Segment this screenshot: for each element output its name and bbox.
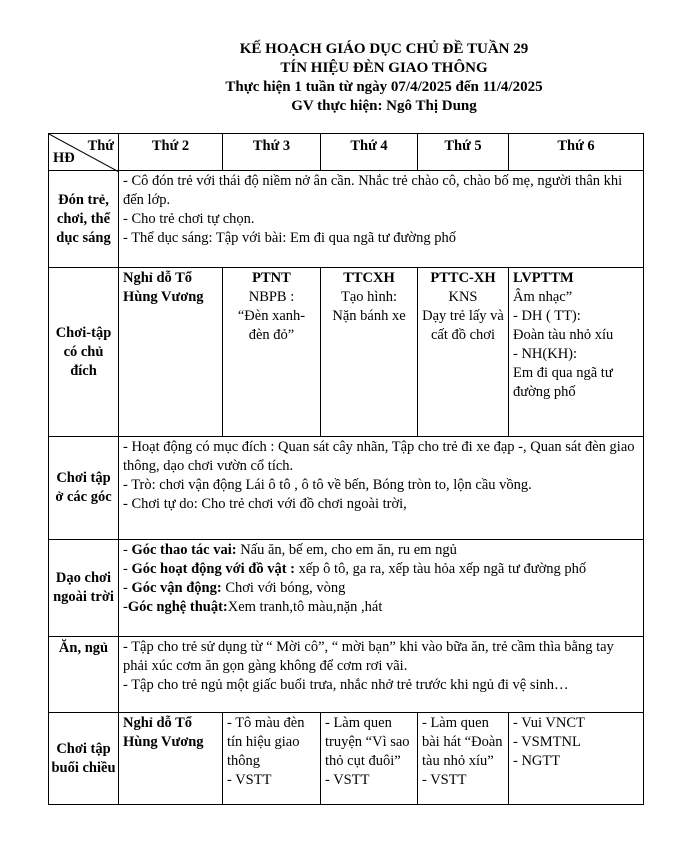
cell-line: Tạo hình: (341, 289, 397, 305)
dao-choi-content (119, 540, 644, 637)
table-header-row (49, 134, 644, 171)
corner-activity-label: HĐ (53, 150, 75, 166)
cell-tue (223, 268, 321, 437)
cell-line: NBPB : (248, 289, 295, 305)
corner-key: Góc nghệ thuật: (127, 599, 228, 615)
plan-title: KẾ HOẠCH GIÁO DỤC CHỦ ĐỀ TUẦN 29 (239, 41, 529, 57)
plan-period: Thực hiện 1 tuần từ ngày 07/4/2025 đến 11/4/2025 (225, 79, 543, 95)
cell-line: “Đèn xanh- đèn đỏ” (237, 308, 306, 343)
document-header (0, 40, 688, 116)
corner-day-label: Thứ (87, 138, 114, 154)
an-ngu-content (119, 637, 644, 713)
plan-teacher: GV thực hiện: Ngô Thị Dung (291, 98, 477, 114)
cell-title: TTCXH (343, 270, 395, 286)
plan-subtitle: TÍN HIỆU ĐÈN GIAO THÔNG (280, 60, 488, 76)
cell-line: - NGTT (513, 753, 561, 769)
cell-line: - NH(KH): (513, 346, 578, 362)
corner-key: Góc vận động: (131, 580, 222, 596)
day-header-fri: Thứ 6 (509, 134, 644, 171)
table-row (49, 540, 644, 637)
content-line: - Trò: chơi vận động Lái ô tô , ô tô về bến, Bóng tròn to, lộn cầu vồng. (123, 477, 532, 493)
corner-text: Nấu ăn, bế em, cho em ăn, ru em ngủ (236, 542, 457, 558)
cell-line: Đoàn tàu nhỏ xíu (513, 327, 614, 343)
cell-line: - VSTT (227, 772, 272, 788)
cell-title: Nghỉ dỗ Tổ Hùng Vương (123, 715, 204, 750)
cell-wed (321, 268, 418, 437)
cell-mon (119, 713, 223, 805)
day-header-thu: Thứ 5 (418, 134, 509, 171)
row-label-an-ngu: Ăn, ngủ (49, 637, 119, 713)
cell-line: Dạy trẻ lấy và cất đồ chơi (422, 308, 504, 343)
weekly-plan-table (48, 133, 644, 805)
corner-key: Góc hoạt động với đồ vật : (131, 561, 295, 577)
row-label-dao-choi: Dạo chơi ngoài trời (49, 540, 119, 637)
cell-line: Âm nhạc” (513, 289, 573, 305)
corner-text: Chơi với bóng, vòng (221, 580, 346, 596)
cell-thu (418, 713, 509, 805)
table-row (49, 637, 644, 713)
cell-line: Nặn bánh xe (332, 308, 406, 324)
corner-key: Góc thao tác vai: (131, 542, 237, 558)
cell-line: - Làm quen truyện “Vì sao thỏ cụt đuôi” (325, 715, 410, 769)
table-row (49, 437, 644, 540)
cell-title: LVPTTM (513, 270, 574, 286)
corner-cell (49, 134, 119, 171)
cell-line: - Tô màu đèn tín hiệu giao thông (227, 715, 305, 769)
cell-line: - Làm quen bài hát “Đoàn tàu nhỏ xíu” (422, 715, 503, 769)
content-line: - Tập cho trẻ ngủ một giấc buổi trưa, nhắc nhở trẻ trước khi ngủ đi vệ sinh… (123, 677, 569, 693)
content-line: - Hoạt động có mục đích : Quan sát cây nhãn, Tập cho trẻ đi xe đạp -, Quan sát đèn giao thông, dạo chơi vườn cổ tích. (123, 439, 635, 474)
cell-line: - VSMTNL (513, 734, 581, 750)
cell-line: - Vui VNCT (513, 715, 585, 731)
cell-fri (509, 268, 644, 437)
day-header-mon: Thứ 2 (119, 134, 223, 171)
content-line: - Cho trẻ chơi tự chọn. (123, 211, 255, 227)
corner-text: xếp ô tô, ga ra, xếp tàu hỏa xếp ngã tư đường phố (294, 561, 587, 577)
corner-item: -Góc nghệ thuật:Xem tranh,tô màu,nặn ,hát (123, 599, 383, 615)
cell-fri (509, 713, 644, 805)
content-line: - Tập cho trẻ sử dụng từ “ Mời cô”, “ mời bạn” khi vào bữa ăn, trẻ cầm thìa bằng tay phải xúc cơm ăn gọn gàng không để cơm rơi vãi. (123, 639, 614, 674)
day-header-tue: Thứ 3 (223, 134, 321, 171)
corner-text: Xem tranh,tô màu,nặn ,hát (227, 599, 383, 615)
choi-tap-cac-goc-content (119, 437, 644, 540)
day-header-wed: Thứ 4 (321, 134, 418, 171)
table-row (49, 268, 644, 437)
content-line: - Chơi tự do: Cho trẻ chơi với đồ chơi ngoài trời, (123, 496, 407, 512)
content-line: - Thể dục sáng: Tập với bài: Em đi qua ngã tư đường phố (123, 230, 456, 246)
cell-line: - VSTT (422, 772, 467, 788)
cell-title: PTNT (252, 270, 291, 286)
row-label-choi-tap-buoi-chieu: Chơi tập buổi chiều (49, 713, 119, 805)
row-label-don-tre: Đón trẻ, chơi, thể dục sáng (49, 171, 119, 268)
cell-wed (321, 713, 418, 805)
cell-line: - DH ( TT): (513, 308, 581, 324)
content-line: - Cô đón trẻ với thái độ niềm nở ân cần. Nhắc trẻ chào cô, chào bố mẹ, người thân khi đến lớp. (123, 173, 623, 208)
don-tre-content (119, 171, 644, 268)
table-row (49, 171, 644, 268)
corner-item: - Góc thao tác vai: Nấu ăn, bế em, cho em ăn, ru em ngủ (123, 542, 457, 558)
corner-item: - Góc hoạt động với đồ vật : xếp ô tô, ga ra, xếp tàu hỏa xếp ngã tư đường phố (123, 561, 587, 577)
cell-title: Nghỉ dỗ Tổ Hùng Vương (123, 270, 204, 305)
row-label-choi-tap-co-chu-dich: Chơi-tập có chủ đích (49, 268, 119, 437)
table-row (49, 713, 644, 805)
cell-line: KNS (448, 289, 478, 305)
row-label-choi-tap-cac-goc: Chơi tập ở các góc (49, 437, 119, 540)
cell-tue (223, 713, 321, 805)
cell-line: - VSTT (325, 772, 370, 788)
cell-mon (119, 268, 223, 437)
cell-title: PTTC-XH (430, 270, 496, 286)
cell-thu (418, 268, 509, 437)
corner-item: - Góc vận động: Chơi với bóng, vòng (123, 580, 346, 596)
cell-line: Em đi qua ngã tư đường phố (513, 365, 613, 400)
